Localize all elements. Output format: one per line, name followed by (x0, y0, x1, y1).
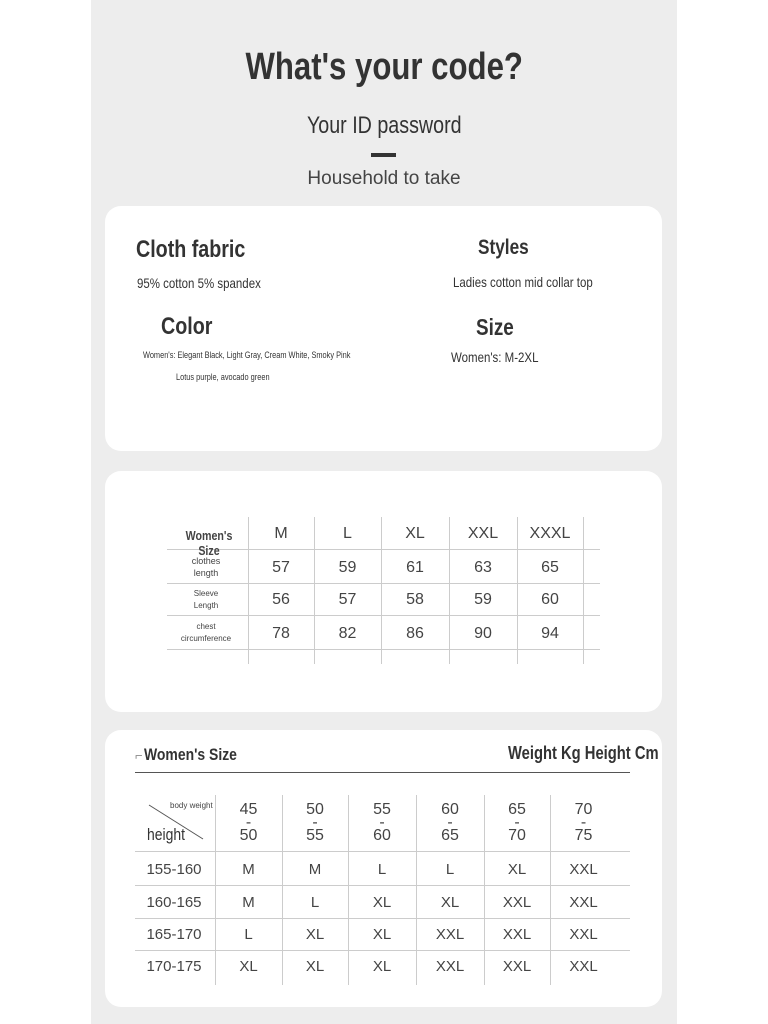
styles-value: Ladies cotton mid collar top (453, 274, 593, 290)
corner-weight-label: body weight (170, 801, 213, 810)
size-cell: L (244, 926, 253, 943)
size-header: M (274, 525, 288, 542)
size-chart-table (167, 517, 600, 664)
styles-label: Styles (478, 236, 529, 259)
weight-header: 50 - 55 (306, 801, 324, 844)
size-cell: XL (372, 926, 392, 943)
color-line-1: Women's: Elegant Black, Light Gray, Cream White, Smoky Pink (143, 350, 351, 360)
size-value: Women's: M-2XL (451, 349, 539, 365)
size-cell: L (310, 894, 320, 911)
fit-chart-table (135, 795, 630, 985)
measure-cell: 86 (406, 625, 424, 642)
measure-cell: 60 (541, 591, 559, 608)
size-cell: M (308, 861, 322, 878)
fabric-label: Cloth fabric (136, 236, 246, 263)
size-cell: M (242, 861, 255, 878)
measure-cell: 56 (272, 591, 290, 608)
page-title: What's your code? (245, 46, 523, 88)
measure-cell: 57 (272, 559, 290, 576)
measure-cell: 59 (474, 591, 492, 608)
page-subtitle: Your ID password (306, 112, 462, 139)
fit-chart-units: Weight Kg Height Cm (508, 743, 659, 763)
size-cell: L (377, 861, 387, 878)
row-label: Sleeve Length (193, 589, 219, 610)
size-cell: XXL (435, 926, 465, 943)
weight-header: 45 - 50 (239, 801, 258, 844)
fit-chart-title: Women's Size (144, 745, 237, 764)
height-label: 165-170 (146, 926, 202, 943)
size-cell: XL (440, 894, 460, 911)
measure-cell: 94 (541, 625, 559, 642)
size-header: XL (405, 525, 425, 542)
color-line-2: Lotus purple, avocado green (176, 372, 270, 382)
size-cell: XXL (502, 926, 532, 943)
height-label: 160-165 (146, 894, 202, 911)
size-cell: XL (372, 894, 392, 911)
row-label: chest circumference (180, 622, 232, 643)
measure-cell: 82 (338, 625, 357, 642)
size-chart-corner: Women's Size (185, 528, 233, 558)
corner-height-label: height (147, 825, 185, 844)
size-cell: XL (305, 926, 325, 943)
measure-cell: 58 (406, 591, 424, 608)
size-cell: XXL (502, 894, 532, 911)
weight-header: 60 - 65 (441, 801, 459, 844)
measure-cell: 61 (406, 559, 424, 576)
tagline: Household to take (307, 168, 461, 189)
size-header: XXXL (529, 525, 571, 542)
bracket-icon: ⌐ (135, 748, 143, 763)
size-cell: XL (507, 861, 527, 878)
size-cell: XXL (569, 926, 598, 943)
height-label: 155-160 (146, 861, 202, 878)
size-cell: XXL (569, 894, 598, 911)
size-header: XXL (467, 525, 499, 542)
size-cell: XXL (435, 958, 465, 975)
height-label: 170-175 (146, 958, 202, 975)
weight-header: 55 - 60 (373, 801, 391, 844)
measure-cell: 78 (272, 625, 290, 642)
size-cell: XXL (569, 861, 598, 878)
measure-cell: 59 (338, 559, 357, 576)
measure-cell: 65 (541, 559, 559, 576)
measure-cell: 63 (474, 559, 492, 576)
size-cell: L (445, 861, 455, 878)
fabric-value: 95% cotton 5% spandex (137, 275, 261, 291)
color-label: Color (161, 313, 213, 340)
size-header: L (343, 525, 352, 542)
title-underline (135, 772, 630, 773)
size-cell: XL (372, 958, 392, 975)
divider (371, 153, 396, 157)
row-label: clothes length (191, 556, 221, 578)
size-label: Size (476, 314, 514, 340)
measure-cell: 57 (338, 591, 357, 608)
size-cell: M (242, 894, 255, 911)
weight-header: 70 - 75 (574, 801, 593, 844)
weight-header: 65 - 70 (508, 801, 526, 844)
size-cell: XL (305, 958, 325, 975)
size-cell: XL (239, 958, 258, 975)
measure-cell: 90 (474, 625, 492, 642)
size-cell: XXL (502, 958, 532, 975)
size-cell: XXL (569, 958, 598, 975)
